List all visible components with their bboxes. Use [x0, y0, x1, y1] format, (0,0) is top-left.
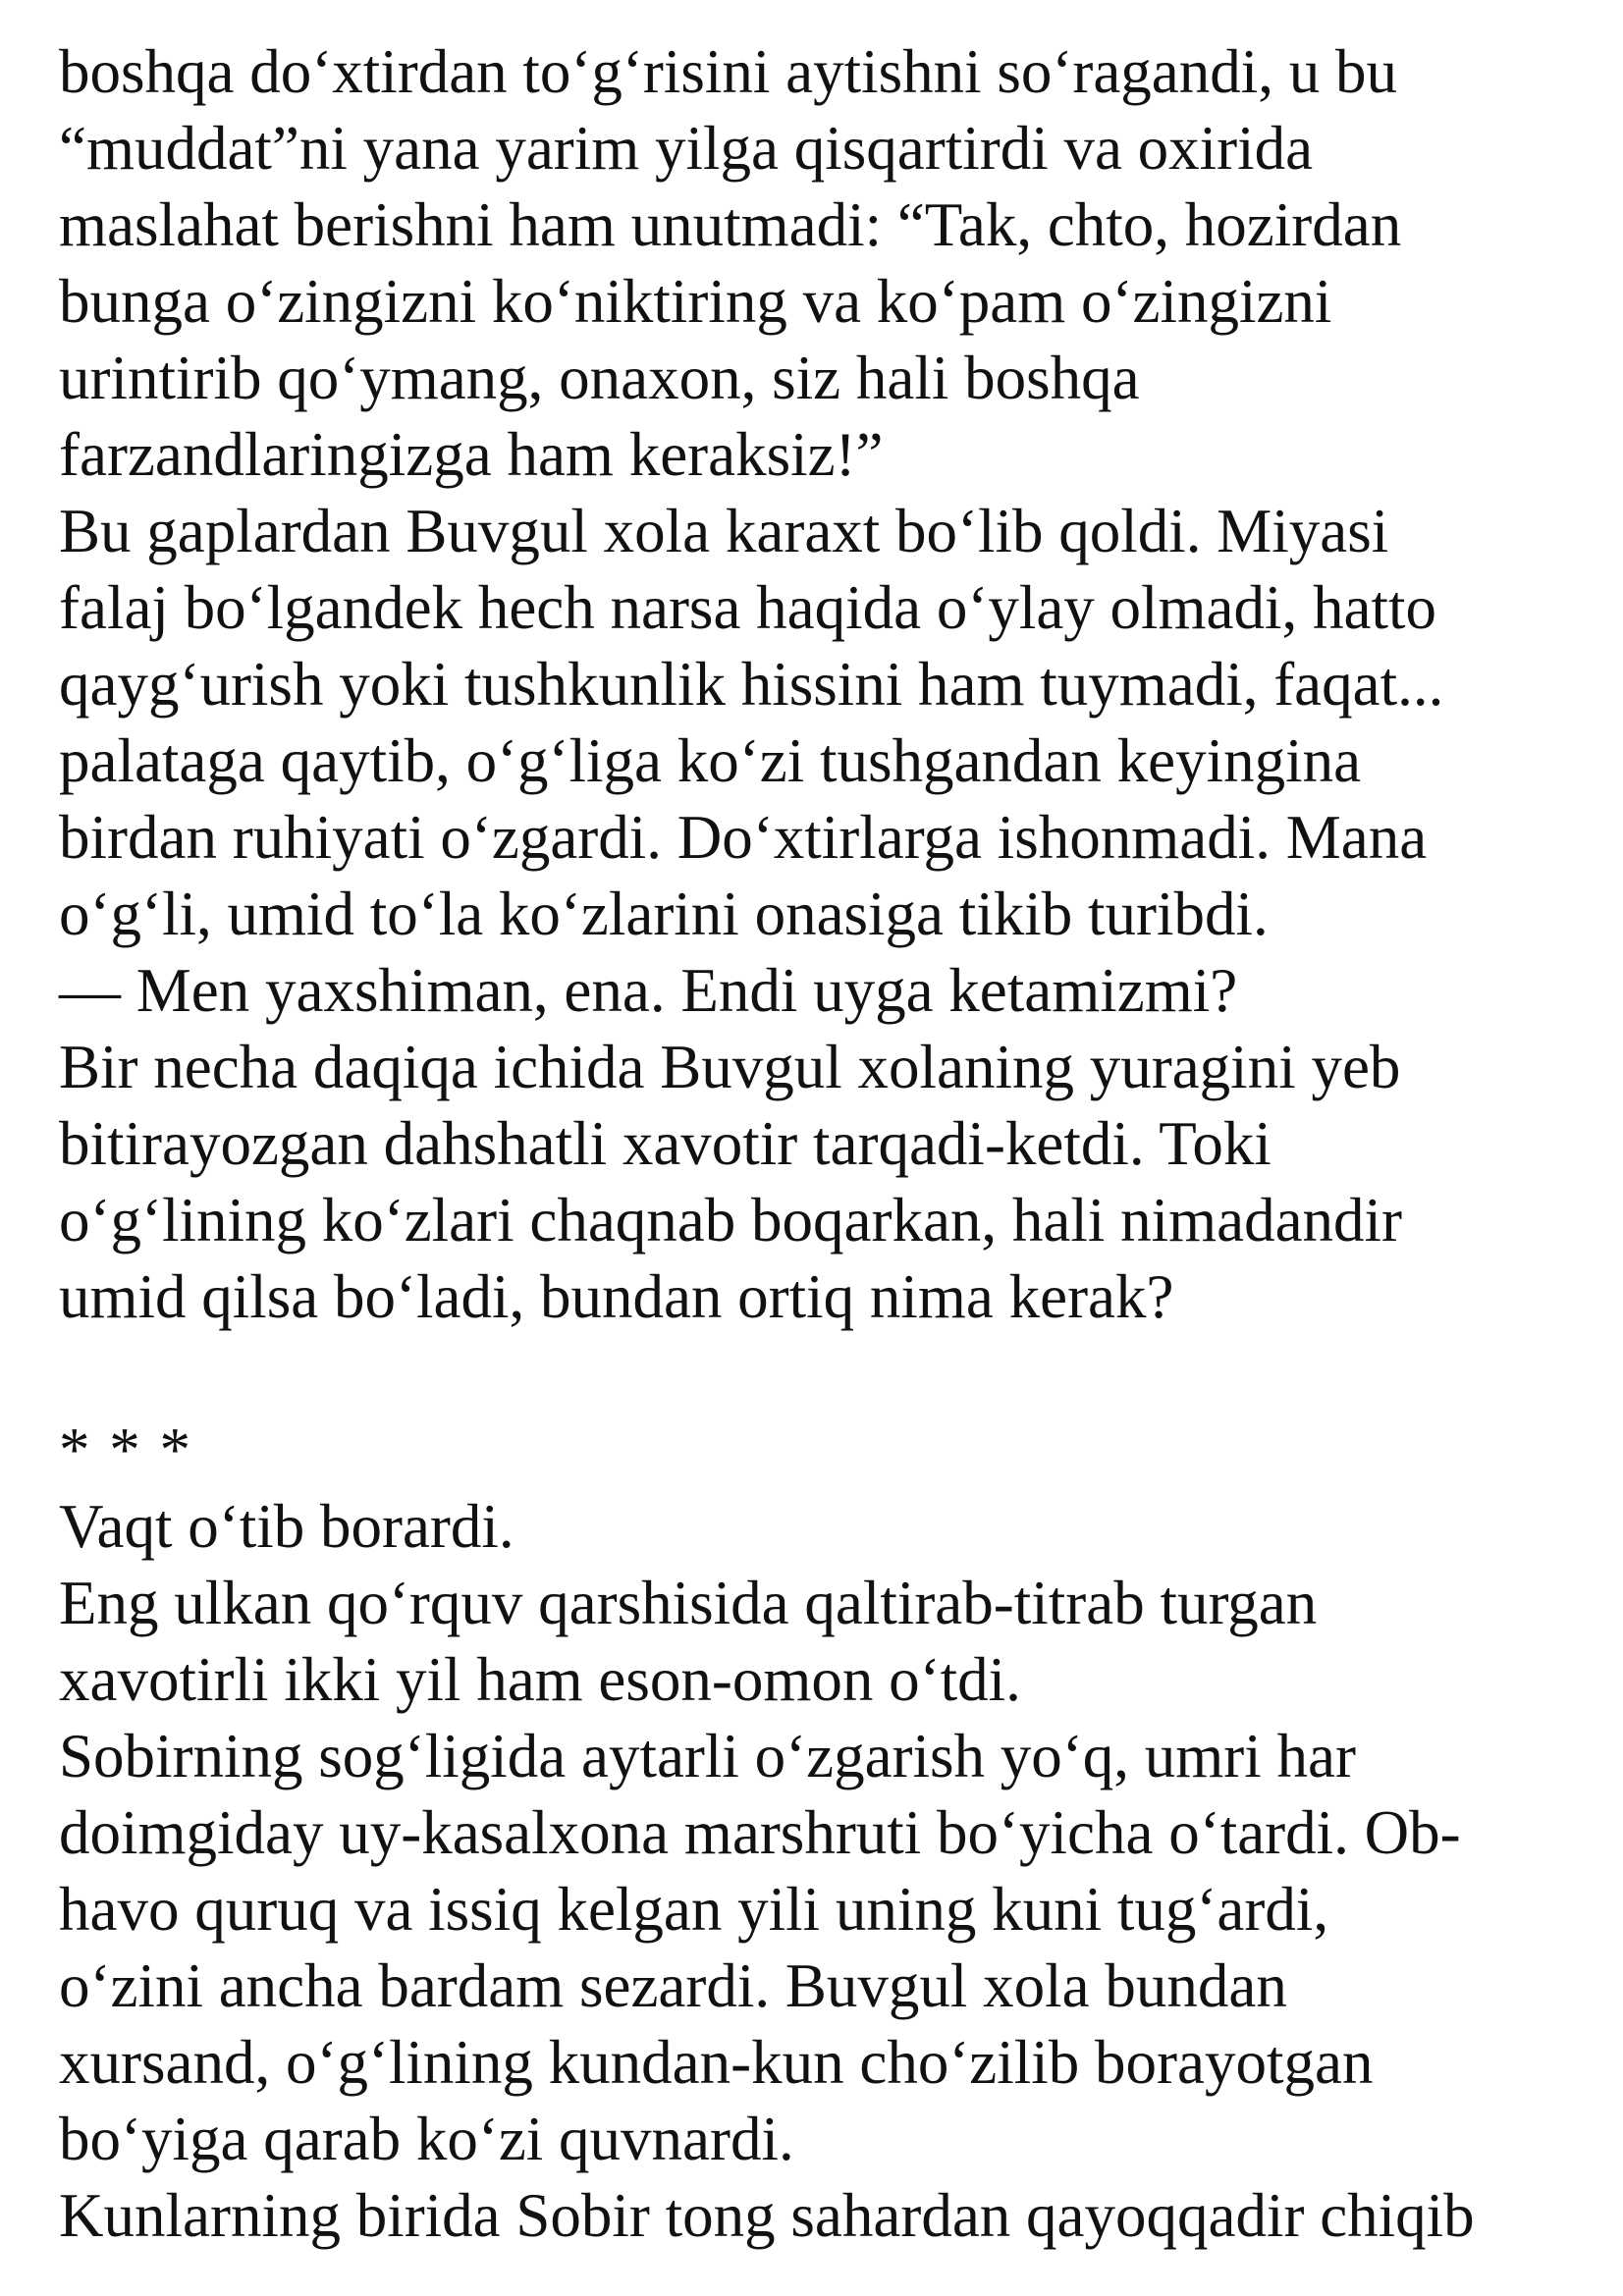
text-line: palataga qaytib, o‘g‘liga ko‘zi tushgandan keyingina — [59, 726, 1362, 795]
text-line: umid qilsa bo‘ladi, bundan ortiq nima kerak? — [59, 1262, 1174, 1331]
text-line: bitirayozgan dahshatli xavotir tarqadi-ketdi. Toki — [59, 1109, 1271, 1178]
text-line: boshqa do‘xtirdan to‘g‘risini aytishni so‘ragandi, u bu — [59, 37, 1398, 106]
text-line: bo‘yiga qarab ko‘zi quvnardi. — [59, 2105, 794, 2173]
text-line: Eng ulkan qo‘rquv qarshisida qaltirab-titrab turgan — [59, 1569, 1318, 1637]
text-line: falaj bo‘lgandek hech narsa haqida o‘ylay olmadi, hatto — [59, 573, 1436, 642]
text-line: farzandlaringizga ham keraksiz!” — [59, 420, 884, 489]
text-line: havo quruq va issiq kelgan yili uning kuni tug‘ardi, — [59, 1875, 1329, 1944]
text-line: Bu gaplardan Buvgul xola karaxt bo‘lib qoldi. Miyasi — [59, 497, 1389, 565]
text-line: “muddat”ni yana yarim yilga qisqartirdi va oxirida — [59, 114, 1314, 183]
text-line: Vaqt o‘tib borardi. — [59, 1492, 514, 1561]
section-separator: * * * — [59, 1415, 192, 1484]
text-line: — Men yaxshiman, ena. Endi uyga ketamizmi? — [59, 956, 1238, 1025]
text-line: o‘g‘li, umid to‘la ko‘zlarini onasiga tikib turibdi. — [59, 880, 1269, 948]
text-line: Sobirning sog‘ligida aytarli o‘zgarish yo‘q, umri har — [59, 1722, 1356, 1790]
text-line: Bir necha daqiqa ichida Buvgul xolaning yuragini yeb — [59, 1033, 1401, 1101]
text-line: bunga o‘zingizni ko‘niktiring va ko‘pam o‘zingizni — [59, 267, 1332, 336]
text-line: doimgiday uy-kasalxona marshruti bo‘yicha o‘tardi. Ob- — [59, 1798, 1461, 1867]
text-line: xavotirli ikki yil ham eson-omon o‘tdi. — [59, 1645, 1021, 1714]
text-line: birdan ruhiyati o‘zgardi. Do‘xtirlarga ishonmadi. Mana — [59, 803, 1428, 872]
text-line: xursand, o‘g‘lining kundan-kun cho‘zilib borayotgan — [59, 2028, 1374, 2097]
blank-line — [59, 1335, 1591, 1412]
text-line: Kunlarning birida Sobir tong sahardan qayoqqadir chiqib — [59, 2181, 1475, 2250]
text-line: o‘zini ancha bardam sezardi. Buvgul xola bundan — [59, 1951, 1287, 2020]
text-line: maslahat berishni ham unutmadi: “Tak, chto, hozirdan — [59, 190, 1402, 259]
text-line: urintirib qo‘ymang, onaxon, siz hali boshqa — [59, 344, 1140, 412]
text-line: qayg‘urish yoki tushkunlik hissini ham tuymadi, faqat... — [59, 650, 1444, 719]
text-line: o‘g‘lining ko‘zlari chaqnab boqarkan, hali nimadandir — [59, 1186, 1403, 1255]
document-page — [59, 33, 1591, 2254]
